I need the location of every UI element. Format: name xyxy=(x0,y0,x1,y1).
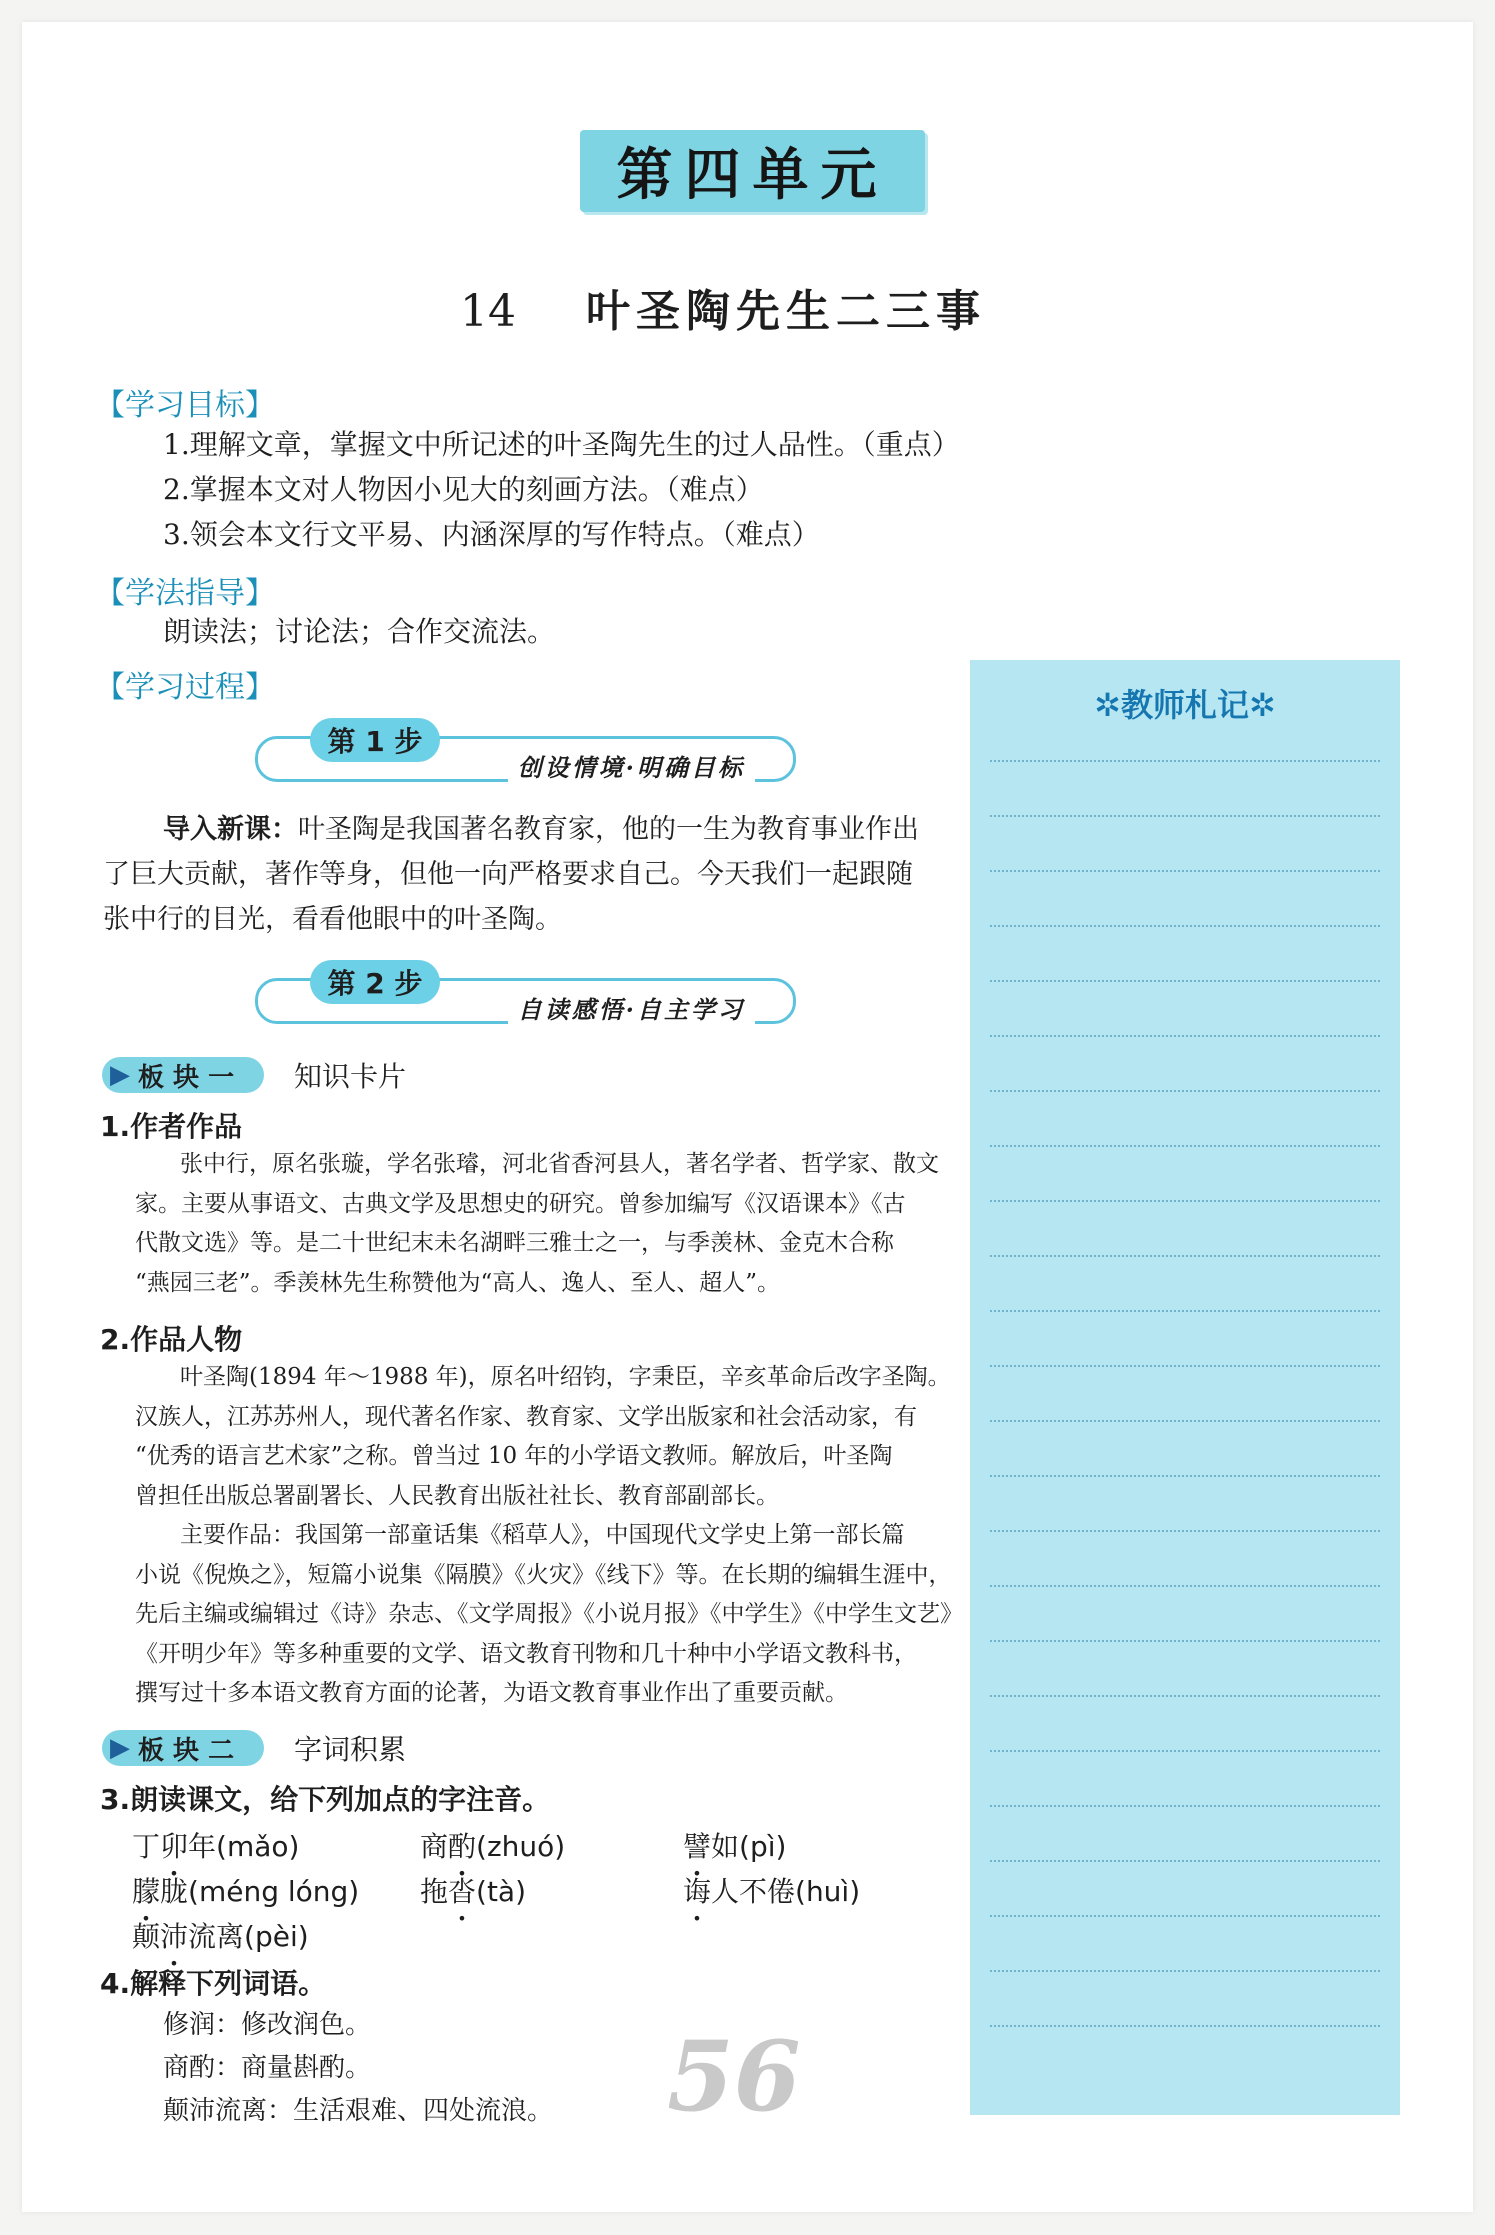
notes-writing-line xyxy=(990,980,1380,982)
q3-dotted-char: 卯 xyxy=(160,1830,189,1863)
q3-heading: 3.朗读课文，给下列加点的字注音。 xyxy=(100,1783,551,1816)
notes-writing-line xyxy=(990,1640,1380,1642)
play-arrow-icon: ▶ xyxy=(110,1060,130,1090)
step-1-banner xyxy=(255,718,795,782)
q3-char: 拖 xyxy=(420,1875,449,1908)
q3-pinyin: 如(pì) xyxy=(711,1830,787,1863)
q3-dotted-char: 沛 xyxy=(160,1920,189,1953)
notes-writing-line xyxy=(990,2025,1380,2027)
q3-item xyxy=(132,1825,299,1865)
intro-line: 导入新课：叶圣陶是我国著名教育家，他的一生为教育事业作出 xyxy=(163,814,919,845)
intro-line: 张中行的目光，看看他眼中的叶圣陶。 xyxy=(103,904,562,935)
author-line: 代散文选》等。是二十世纪末未名湖畔三雅士之一，与季羡林、金克木合称 xyxy=(135,1230,894,1256)
notes-writing-line xyxy=(990,1145,1380,1147)
block-1-name: 知识卡片 xyxy=(294,1060,407,1093)
figure-line: 先后主编或编辑过《诗》杂志、《文学周报》《小说月报》《中学生》《中学生文艺》 xyxy=(135,1601,963,1627)
notes-writing-line xyxy=(990,1035,1380,1037)
q3-dotted-char: 朦 xyxy=(132,1875,161,1908)
q3-pinyin: (zhuó) xyxy=(476,1830,566,1863)
methods-label: 【学法指导】 xyxy=(95,576,275,611)
figure-line: 小说《倪焕之》，短篇小说集《隔膜》《火灾》《线下》等。在长期的编辑生涯中， xyxy=(135,1561,952,1588)
notes-writing-line xyxy=(990,1805,1380,1807)
q4-heading: 4.解释下列词语。 xyxy=(100,1967,327,2000)
q3-item xyxy=(132,1915,309,1955)
q3-pinyin: 胧(méng lóng) xyxy=(160,1875,360,1908)
step-1-subtitle: 创设情境·明确目标 xyxy=(508,748,755,783)
block-1-tag xyxy=(102,1057,264,1093)
notes-writing-line xyxy=(990,1750,1380,1752)
figure-line: 叶圣陶(1894 年～1988 年)，原名叶绍钧，字秉臣，辛亥革命后改字圣陶。 xyxy=(180,1364,951,1390)
notes-writing-line xyxy=(990,1585,1380,1587)
notes-writing-line xyxy=(990,1915,1380,1917)
methods-text: 朗读法；讨论法；合作交流法。 xyxy=(163,615,556,648)
objectives-label: 【学习目标】 xyxy=(95,388,275,423)
intro-line: 了巨大贡献，著作等身，但他一向严格要求自己。今天我们一起跟随 xyxy=(103,859,913,890)
teacher-notes-title: ✲教师札记✲ xyxy=(1094,686,1276,724)
figure-heading: 2.作品人物 xyxy=(100,1323,243,1356)
figure-line: 汉族人，江苏苏州人，现代著名作家、教育家、文学出版家和社会活动家，有 xyxy=(135,1403,917,1430)
q3-pinyin: (tà) xyxy=(476,1875,527,1908)
block-1-tag-text: 板 块 一 xyxy=(138,1062,235,1093)
notes-writing-line xyxy=(990,760,1380,762)
notes-writing-line xyxy=(990,1860,1380,1862)
q3-dotted-char: 诲 xyxy=(683,1875,712,1908)
block-2-name: 字词积累 xyxy=(294,1733,407,1766)
block-2-tag xyxy=(102,1730,264,1766)
unit-banner xyxy=(580,130,925,212)
q3-char: 颠 xyxy=(132,1920,161,1953)
q3-pinyin: 流离(pèi) xyxy=(188,1920,309,1953)
notes-writing-line xyxy=(990,1475,1380,1477)
notes-writing-line xyxy=(990,1365,1380,1367)
lesson-name: 叶圣陶先生二三事 xyxy=(586,286,986,337)
teacher-notes-panel xyxy=(970,660,1400,2115)
process-label: 【学习过程】 xyxy=(95,670,275,705)
author-line: 张中行，原名张璇，学名张璿，河北省香河县人，著名学者、哲学家、散文 xyxy=(180,1151,939,1177)
lesson-number: 14 xyxy=(460,286,516,337)
step-2-label: 第 2 步 xyxy=(310,960,440,1004)
notes-writing-line xyxy=(990,1090,1380,1092)
q3-item xyxy=(420,1825,565,1865)
objective-item: 3.领会本文行文平易、内涵深厚的写作特点。（难点） xyxy=(163,518,820,551)
q3-pinyin: 人不倦(huì) xyxy=(711,1875,861,1908)
objective-item: 2.掌握本文对人物因小见大的刻画方法。（难点） xyxy=(163,473,764,506)
step-2-subtitle: 自读感悟·自主学习 xyxy=(508,990,755,1025)
notes-writing-line xyxy=(990,815,1380,817)
step-1-label: 第 1 步 xyxy=(310,718,440,762)
block-2-tag-text: 板 块 二 xyxy=(138,1735,235,1766)
notes-writing-line xyxy=(990,870,1380,872)
lesson-title xyxy=(460,275,986,339)
figure-line: 《开明少年》等多种重要的文学、语文教育刊物和几十种中小学语文教科书， xyxy=(135,1640,917,1667)
objective-item: 1.理解文章，掌握文中所记述的叶圣陶先生的过人品性。（重点） xyxy=(163,428,960,461)
q3-item xyxy=(683,1825,786,1865)
notes-writing-line xyxy=(990,1255,1380,1257)
q4-item: 修润：修改润色。 xyxy=(163,2010,372,2040)
q3-item xyxy=(132,1870,359,1910)
notes-writing-line xyxy=(990,1420,1380,1422)
play-arrow-icon: ▶ xyxy=(110,1733,130,1763)
author-line: 家。主要从事语文、古典文学及思想史的研究。曾参加编写《汉语课本》《古 xyxy=(135,1190,906,1217)
notes-writing-line xyxy=(990,1310,1380,1312)
q3-item xyxy=(683,1870,860,1910)
notes-writing-line xyxy=(990,1970,1380,1972)
author-line: “燕园三老”。季羡林先生称赞他为“高人、逸人、至人、超人”。 xyxy=(135,1269,781,1296)
notes-writing-line xyxy=(990,1200,1380,1202)
figure-paragraph xyxy=(135,1358,963,1714)
figure-line: 撰写过十多本语文教育方面的论著，为语文教育事业作出了重要贡献。 xyxy=(135,1680,848,1706)
notes-writing-line xyxy=(990,925,1380,927)
q3-item xyxy=(420,1870,526,1910)
q3-dotted-char: 譬 xyxy=(683,1830,712,1863)
q3-pinyin: 年(mǎo) xyxy=(188,1830,300,1863)
q3-dotted-char: 沓 xyxy=(448,1875,477,1908)
q3-char: 商 xyxy=(420,1830,449,1863)
page-number: 56 xyxy=(667,2020,801,2133)
figure-line: “优秀的语言艺术家”之称。曾当过 10 年的小学语文教师。解放后，叶圣陶 xyxy=(135,1443,893,1469)
unit-title: 第四单元 xyxy=(616,143,889,208)
notes-writing-line xyxy=(990,1695,1380,1697)
q4-item: 颠沛流离：生活艰难、四处流浪。 xyxy=(163,2096,554,2126)
author-paragraph xyxy=(135,1145,955,1303)
q3-char: 丁 xyxy=(132,1830,161,1863)
block-1-banner xyxy=(102,1055,406,1095)
step-2-banner xyxy=(255,960,795,1024)
q3-dotted-char: 酌 xyxy=(448,1830,477,1863)
figure-line: 主要作品：我国第一部童话集《稻草人》，中国现代文学史上第一部长篇 xyxy=(180,1522,905,1548)
author-heading: 1.作者作品 xyxy=(100,1110,243,1143)
notes-writing-line xyxy=(990,1530,1380,1532)
q4-item: 商酌：商量斟酌。 xyxy=(163,2053,372,2083)
intro-text: 叶圣陶是我国著名教育家，他的一生为教育事业作出 xyxy=(298,814,919,845)
block-2-banner xyxy=(102,1728,406,1768)
figure-line: 曾担任出版总署副署长、人民教育出版社社长、教育部副部长。 xyxy=(135,1482,779,1509)
